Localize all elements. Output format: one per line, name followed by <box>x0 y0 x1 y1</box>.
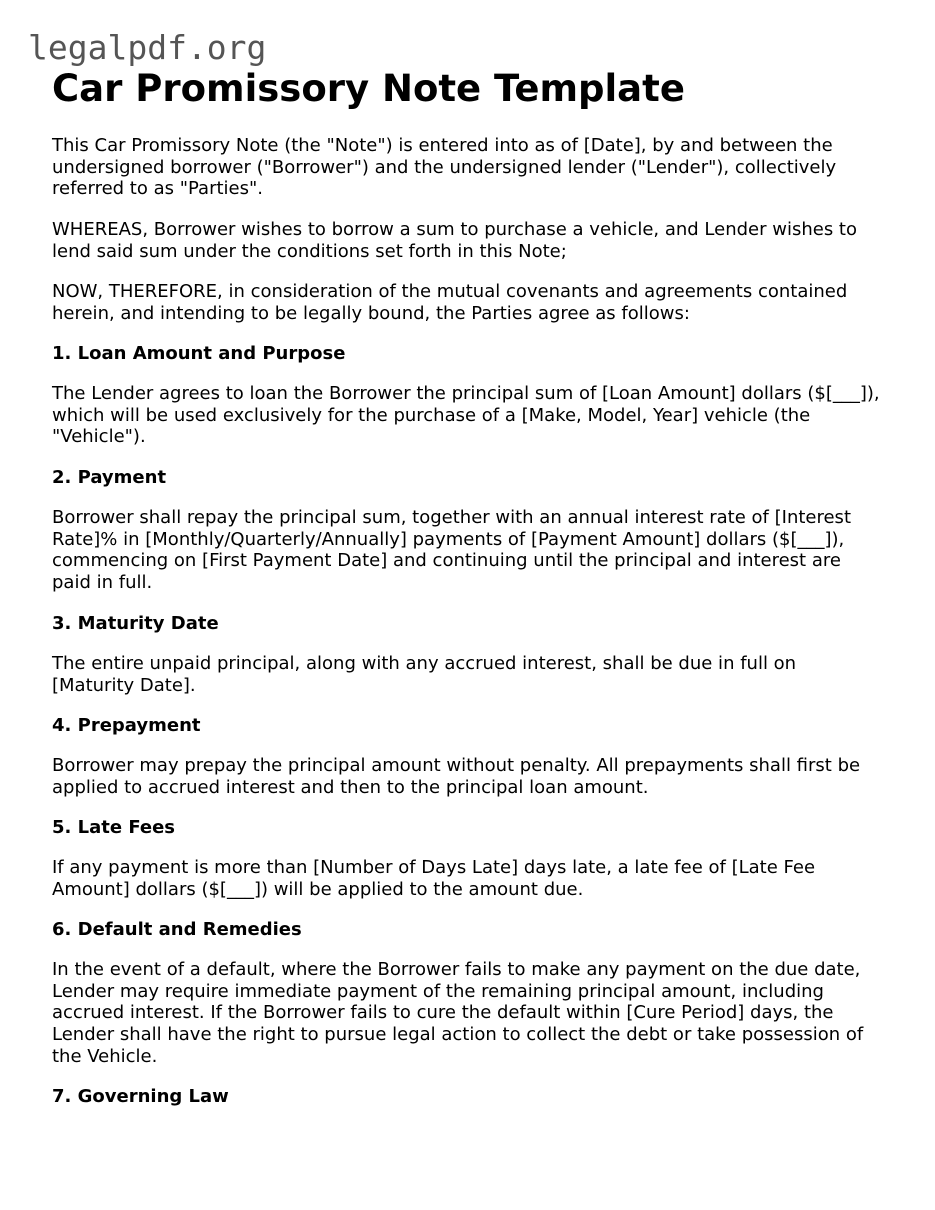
section-body-maturity-date: The entire unpaid principal, along with any accrued interest, shall be due in full on [Maturity Date]. <box>52 653 797 696</box>
section-heading-late-fees: 5. Late Fees <box>52 817 176 838</box>
section-heading-maturity-date: 3. Maturity Date <box>52 613 219 634</box>
watermark: legalpdf.org <box>28 28 267 67</box>
intro-paragraph-whereas: WHEREAS, Borrower wishes to borrow a sum to purchase a vehicle, and Lender wishes to lend said sum under the conditions set forth in this Note; <box>52 219 857 262</box>
section-heading-default: 6. Default and Remedies <box>52 919 302 940</box>
section-body-payment: Borrower shall repay the principal sum, together with an annual interest rate of [Interest Rate]% in [Monthly/Quarterly/Annually] payments of [Payment Amount] dollars ($[___]), commencing on [First Payment Date] and continuing until the principal and interest are paid in full. <box>52 507 851 594</box>
intro-paragraph-1: This Car Promissory Note (the "Note") is entered into as of [Date], by and between the undersigned borrower ("Borrower") and the undersigned lender ("Lender"), collectively referred to as "Parties". <box>52 135 837 200</box>
section-body-late-fees: If any payment is more than [Number of Days Late] days late, a late fee of [Late Fee Amount] dollars ($[___]) will be applied to the amount due. <box>52 857 816 900</box>
section-heading-loan-amount: 1. Loan Amount and Purpose <box>52 343 346 364</box>
section-heading-governing-law: 7. Governing Law <box>52 1086 229 1107</box>
page-title: Car Promissory Note Template <box>52 67 685 110</box>
section-heading-payment: 2. Payment <box>52 467 167 488</box>
section-body-loan-amount: The Lender agrees to loan the Borrower the principal sum of [Loan Amount] dollars ($[___]), which will be used exclusively for the purchase of a [Make, Model, Year] vehicle (the "Vehicle"). <box>52 383 880 448</box>
intro-paragraph-now-therefore: NOW, THEREFORE, in consideration of the mutual covenants and agreements contained herein, and intending to be legally bound, the Parties agree as follows: <box>52 281 848 324</box>
section-body-default: In the event of a default, where the Borrower fails to make any payment on the due date, Lender may require immediate payment of the remaining principal amount, including accrued interest. If the Borrower fails to cure the default within [Cure Period] days, the Lender shall have the right to pursue legal action to collect the debt or take possession of the Vehicle. <box>52 959 864 1067</box>
section-body-prepayment: Borrower may prepay the principal amount without penalty. All prepayments shall first be applied to accrued interest and then to the principal loan amount. <box>52 755 861 798</box>
section-heading-prepayment: 4. Prepayment <box>52 715 201 736</box>
